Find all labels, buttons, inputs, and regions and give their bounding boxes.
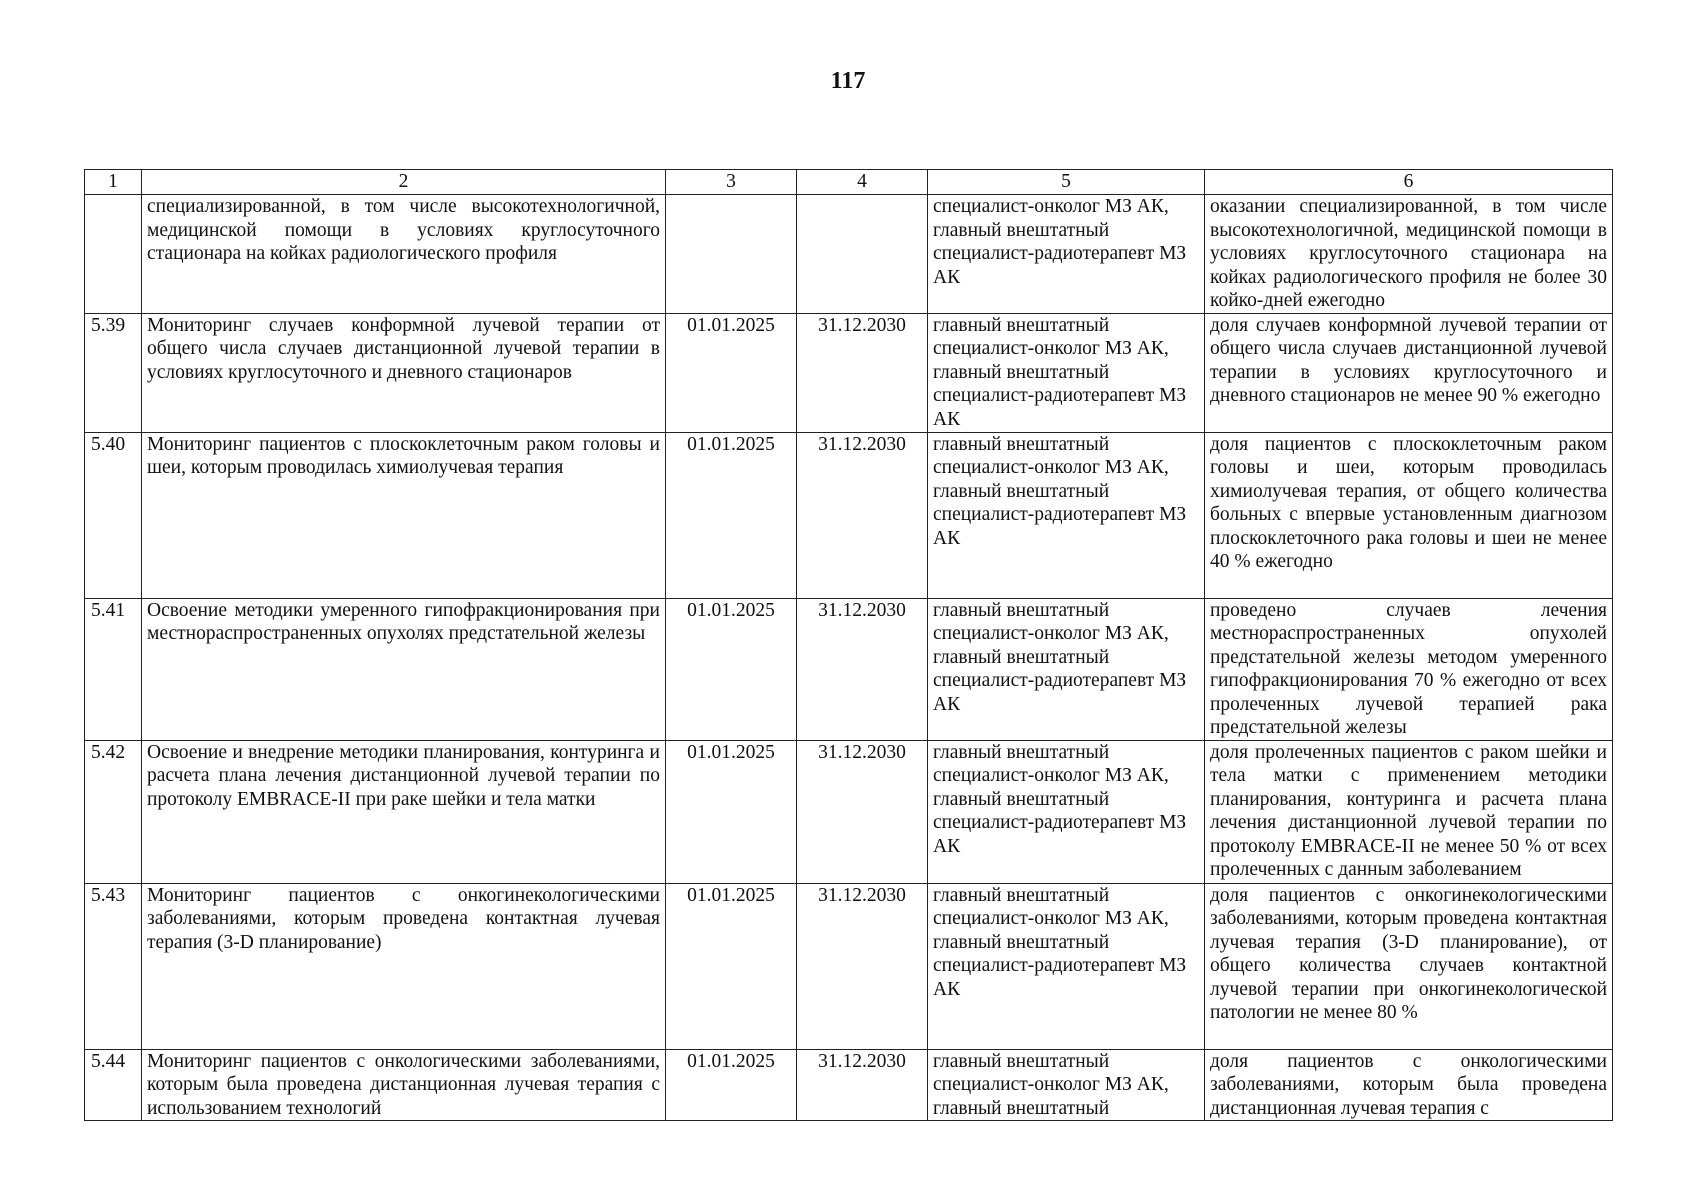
responsible: специалист-онколог МЗ АК, главный внештатный специалист-радиотерапевт МЗ АК (928, 195, 1205, 314)
start-date: 01.01.2025 (666, 740, 797, 883)
table-row (85, 195, 1613, 314)
activity-description: Освоение методики умеренного гипофракционирования при местнораспространенных опухолях предстательной железы (142, 598, 666, 740)
row-number: 5.41 (85, 598, 142, 740)
expected-result: доля случаев конформной лучевой терапии от общего числа случаев дистанционной лучевой терапии в условиях круглосуточного и дневного стационаров не менее 90 % ежегодно (1205, 313, 1613, 432)
expected-result: доля пациентов с плоскоклеточным раком головы и шеи, которым проводилась химиолучевая терапия, от общего количества больных с впервые установленным диагнозом плоскоклеточного рака головы и шеи не менее 40 % ежегодно (1205, 432, 1613, 598)
row-number: 5.39 (85, 313, 142, 432)
activity-description: Освоение и внедрение методики планирования, контуринга и расчета плана лечения дистанционной лучевой терапии по протоколу EMBRACE-II при раке шейки и тела матки (142, 740, 666, 883)
expected-result: доля пациентов с онкогинекологическими заболеваниями, которым проведена контактная лучевая терапия (3-D планирование), от общего количества случаев контактной лучевой терапии при онкогинекологической патологии не менее 80 % (1205, 883, 1613, 1049)
table-row (85, 432, 1613, 598)
header-row (85, 170, 1613, 195)
start-date: 01.01.2025 (666, 313, 797, 432)
row-number: 5.40 (85, 432, 142, 598)
responsible: главный внештатный специалист-онколог МЗ АК, главный внештатный специалист-радиотерапевт МЗ АК (928, 313, 1205, 432)
table-row (85, 1049, 1613, 1121)
activity-description: Мониторинг случаев конформной лучевой терапии от общего числа случаев дистанционной лучевой терапии в условиях круглосуточного и дневного стационаров (142, 313, 666, 432)
header-cell-5: 5 (928, 170, 1205, 195)
row-number (85, 195, 142, 314)
table-row (85, 883, 1613, 1049)
start-date: 01.01.2025 (666, 883, 797, 1049)
header-cell-2: 2 (142, 170, 666, 195)
end-date: 31.12.2030 (797, 313, 928, 432)
table-row (85, 313, 1613, 432)
row-number: 5.43 (85, 883, 142, 1049)
expected-result: доля пациентов с онкологическими заболеваниями, которым была проведена дистанционная лучевая терапия с (1205, 1049, 1613, 1121)
end-date: 31.12.2030 (797, 1049, 928, 1121)
responsible: главный внештатный специалист-онколог МЗ АК, главный внештатный специалист-радиотерапевт МЗ АК (928, 598, 1205, 740)
end-date: 31.12.2030 (797, 740, 928, 883)
header-cell-1: 1 (85, 170, 142, 195)
responsible: главный внештатный специалист-онколог МЗ АК, главный внештатный (928, 1049, 1205, 1121)
plan-table (84, 169, 1613, 1121)
row-number: 5.44 (85, 1049, 142, 1121)
activity-description: Мониторинг пациентов с плоскоклеточным раком головы и шеи, которым проводилась химиолучевая терапия (142, 432, 666, 598)
responsible: главный внештатный специалист-онколог МЗ АК, главный внештатный специалист-радиотерапевт МЗ АК (928, 883, 1205, 1049)
expected-result: оказании специализированной, в том числе высокотехнологичной, медицинской помощи в условиях круглосуточного стационара на койках радиологического профиля не более 30 койко-дней ежегодно (1205, 195, 1613, 314)
table-row (85, 740, 1613, 883)
header-cell-3: 3 (666, 170, 797, 195)
end-date (797, 195, 928, 314)
end-date: 31.12.2030 (797, 598, 928, 740)
table-row (85, 598, 1613, 740)
start-date: 01.01.2025 (666, 598, 797, 740)
end-date: 31.12.2030 (797, 432, 928, 598)
activity-description: Мониторинг пациентов с онкогинекологическими заболеваниями, которым проведена контактная лучевая терапия (3-D планирование) (142, 883, 666, 1049)
responsible: главный внештатный специалист-онколог МЗ АК, главный внештатный специалист-радиотерапевт МЗ АК (928, 740, 1205, 883)
page-number: 117 (830, 68, 866, 94)
start-date: 01.01.2025 (666, 1049, 797, 1121)
row-number: 5.42 (85, 740, 142, 883)
activity-description: Мониторинг пациентов с онкологическими заболеваниями, которым была проведена дистанционная лучевая терапия с использованием технологий (142, 1049, 666, 1121)
expected-result: доля пролеченных пациентов с раком шейки и тела матки с применением методики планирования, контуринга и расчета плана лечения дистанционной лучевой терапии по протоколу EMBRACE-II не менее 50 % от всех пролеченных с данным заболеванием (1205, 740, 1613, 883)
end-date: 31.12.2030 (797, 883, 928, 1049)
header-cell-4: 4 (797, 170, 928, 195)
activity-description: специализированной, в том числе высокотехнологичной, медицинской помощи в условиях круглосуточного стационара на койках радиологического профиля (142, 195, 666, 314)
responsible: главный внештатный специалист-онколог МЗ АК, главный внештатный специалист-радиотерапевт МЗ АК (928, 432, 1205, 598)
start-date: 01.01.2025 (666, 432, 797, 598)
start-date (666, 195, 797, 314)
header-cell-6: 6 (1205, 170, 1613, 195)
expected-result: проведено случаев лечения местнораспространенных опухолей предстательной железы методом умеренного гипофракционирования 70 % ежегодно от всех пролеченных лучевой терапией рака предстательной железы (1205, 598, 1613, 740)
